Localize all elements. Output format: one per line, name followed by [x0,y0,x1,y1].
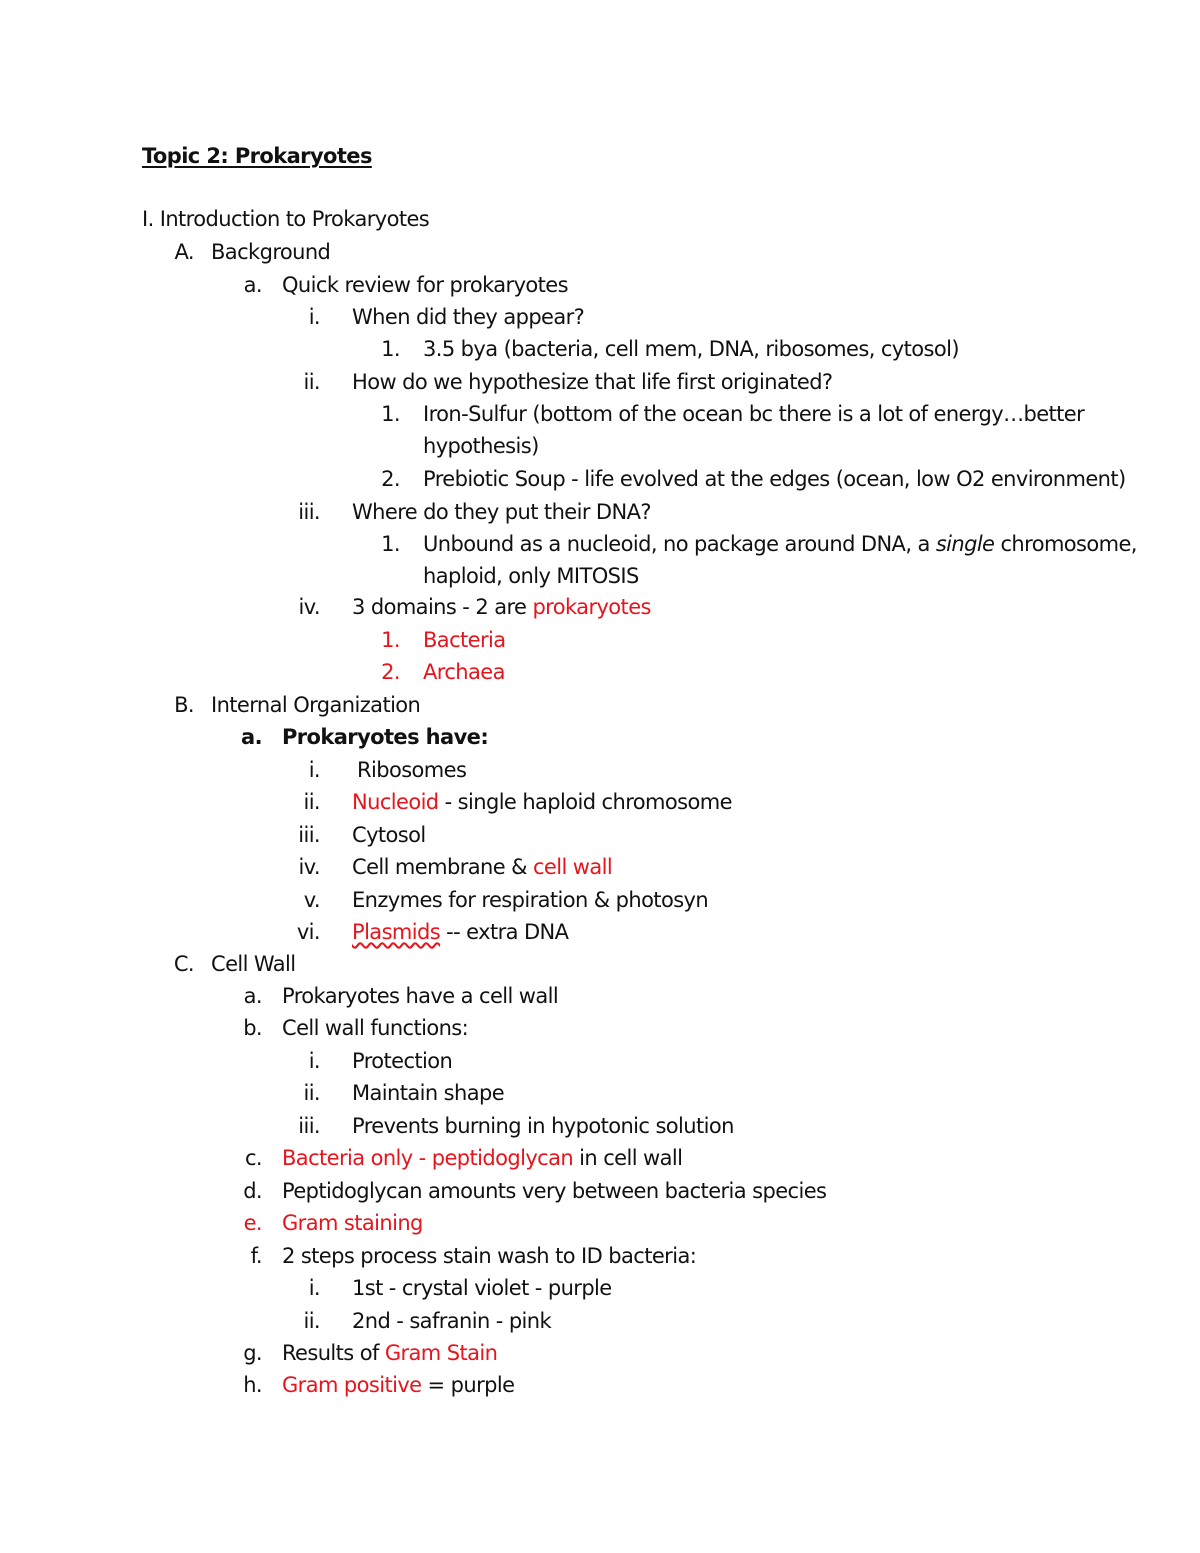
list-marker: i. [308,1049,320,1073]
list-marker: 1. [381,628,400,652]
list-text [282,1369,514,1401]
list-text: 1st - crystal violet - purple [352,1276,612,1300]
list-text: Archaea [423,660,505,684]
list-text: Peptidoglycan amounts very between bacteria species [282,1179,827,1203]
list-marker: a. [243,273,262,297]
list-text: Gram staining [282,1211,423,1235]
highlighted-text: prokaryotes [532,595,651,619]
list-text [352,786,732,818]
list-marker: iv. [298,595,320,619]
list-marker: C. [173,952,194,976]
list-text: When did they appear? [352,305,585,329]
text-run: -- extra DNA [440,920,569,944]
text-run: Results of [282,1341,385,1365]
list-marker: B. [174,693,194,717]
list-marker: 2. [381,660,400,684]
list-marker: f. [250,1244,262,1268]
list-marker: ii. [303,790,320,814]
list-marker: e. [243,1211,262,1235]
list-marker: vi. [296,920,320,944]
text-run: in cell wall [573,1146,683,1170]
list-text: Cell wall functions: [282,1016,469,1040]
list-text: 2 steps process stain wash to ID bacteria: [282,1244,697,1268]
list-text [282,1337,497,1369]
list-text-continuation: haploid, only MITOSIS [423,564,639,588]
highlighted-text: Gram positive [282,1373,422,1397]
list-text: Prebiotic Soup - life evolved at the edges (ocean, low O2 environment) [423,467,1126,491]
list-marker: iv. [298,855,320,879]
highlighted-text: Bacteria only - peptidoglycan [282,1146,574,1170]
list-marker: 1. [381,337,400,361]
list-marker: i. [308,758,320,782]
list-text: Quick review for prokaryotes [282,273,568,297]
text-run: Cell membrane & [352,855,533,879]
list-marker: ii. [303,1081,320,1105]
list-marker: 1. [381,532,400,556]
text-run: 3 domains - 2 are [352,595,533,619]
list-marker: v. [303,888,320,912]
highlighted-text: Gram Stain [384,1341,498,1365]
list-marker: 1. [381,402,400,426]
list-text [352,916,568,948]
text-run: - single haploid chromosome [438,790,732,814]
italic-text: single [935,532,995,556]
text-run: = purple [421,1373,515,1397]
list-marker: i. [308,1276,320,1300]
list-marker: i. [308,305,320,329]
list-text: Bacteria [423,628,506,652]
list-text: Prokaryotes have: [282,725,489,749]
highlighted-text: Nucleoid [352,790,439,814]
list-text [352,591,651,623]
list-text: Cell Wall [211,952,296,976]
list-marker: g. [243,1341,262,1365]
list-marker: iii. [298,823,320,847]
list-marker: a. [241,725,262,749]
list-text: 3.5 bya (bacteria, cell mem, DNA, ribosomes, cytosol) [423,337,959,361]
list-marker: h. [243,1373,262,1397]
list-marker: ii. [303,370,320,394]
list-text [282,1142,682,1174]
list-text: How do we hypothesize that life first originated? [352,370,833,394]
list-marker: a. [243,984,262,1008]
list-text: Background [211,240,331,264]
list-text: Cytosol [352,823,426,847]
list-marker: b. [243,1016,262,1040]
list-marker: c. [244,1146,262,1170]
list-marker: iii. [298,1114,320,1138]
list-marker: iii. [298,500,320,524]
text-run: Unbound as a nucleoid, no package around DNA, a [423,532,936,556]
list-text: Internal Organization [211,693,421,717]
list-marker: 2. [381,467,400,491]
list-text: Prevents burning in hypotonic solution [352,1114,734,1138]
text-run: chromosome, [994,532,1137,556]
list-marker: A. [174,240,194,264]
highlighted-text: cell wall [532,855,613,879]
list-text: Protection [352,1049,453,1073]
list-text: Maintain shape [352,1081,505,1105]
list-text-continuation: hypothesis) [423,434,539,458]
list-text [423,528,1137,560]
list-text [352,851,612,883]
section-heading: I. Introduction to Prokaryotes [142,207,430,231]
list-text: Enzymes for respiration & photosyn [352,888,709,912]
list-text: Ribosomes [357,758,467,782]
list-text: 2nd - safranin - pink [352,1309,552,1333]
list-marker: ii. [303,1309,320,1333]
spellcheck-highlighted-text: Plasmids [352,920,441,944]
list-marker: d. [243,1179,262,1203]
list-text: Iron-Sulfur (bottom of the ocean bc there is a lot of energy…better [423,402,1085,426]
page-title: Topic 2: Prokaryotes [142,144,372,168]
list-text: Where do they put their DNA? [352,500,651,524]
list-text: Prokaryotes have a cell wall [282,984,559,1008]
